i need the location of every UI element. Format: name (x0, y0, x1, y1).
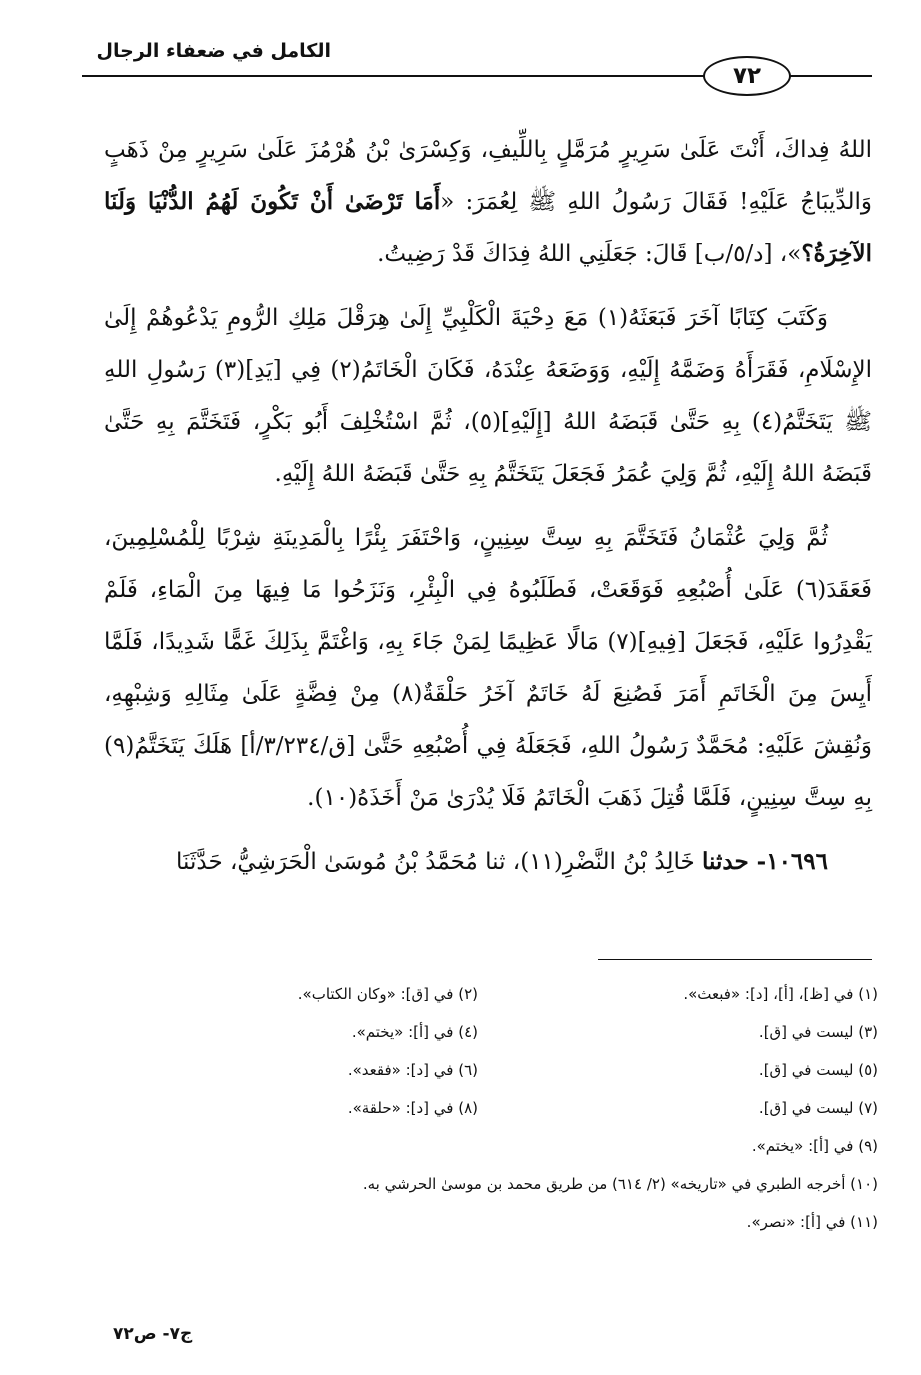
footnote-5: (٥) ليست في [ق]. (758, 1061, 878, 1079)
footnote-8: (٨) في [د]: «حلقة». (347, 1099, 478, 1117)
footnote-row (78, 1203, 878, 1241)
volume-page-reference: ج٧- ص٧٢ (113, 1324, 193, 1344)
paragraph-1-text-a: اللهُ فِداكَ، أَنْتَ عَلَىٰ سَرِيرٍ مُرَمَّلٍ بِاللِّيفِ، وَكِسْرَىٰ بْنُ هُرْمُزَ عَلَىٰ سَرِيرٍ مِنْ ذَهَبٍ وَالدِّيبَاجُ عَلَيْهِ! فَقَالَ رَسُولُ اللهِ ﷺ لِعُمَرَ: « (104, 137, 872, 215)
paragraph-3: ثُمَّ وَلِيَ عُثْمَانُ فَتَخَتَّمَ بِهِ سِتَّ سِنِينٍ، وَاحْتَفَرَ بِئْرًا بِالْمَدِينَةِ شِرْبًا لِلْمُسْلِمِينَ، فَعَقَدَ(٦) عَلَىٰ أُصْبُعِهِ فَوَقَعَتْ، فَطَلَبُوهُ فِي الْبِئْرِ، وَنَزَحُوا مَا فِيهَا مِنَ الْمَاءِ، فَلَمْ يَقْدِرُوا عَلَيْهِ، فَجَعَلَ [فِيهِ](٧) مَالًا عَظِيمًا لِمَنْ جَاءَ بِهِ، وَاغْتَمَّ بِذَلِكَ غَمًّا شَدِيدًا، فَلَمَّا أَيِسَ مِنَ الْخَاتَمِ أَمَرَ فَصُنِعَ لَهُ خَاتَمٌ آخَرُ حَلْقَةٌ(٨) مِنْ فِضَّةٍ عَلَىٰ مِثَالِهِ وَشِبْهِهِ، وَنُقِشَ عَلَيْهِ: مُحَمَّدٌ رَسُولُ اللهِ، فَجَعَلَهُ فِي أُصْبُعِهِ حَتَّىٰ [ق/٣/٢٣٤/أ] هَلَكَ يَتَخَتَّمُ(٩) بِهِ سِتَّ سِنِينٍ، فَلَمَّا قُتِلَ ذَهَبَ الْخَاتَمُ فَلَا يُدْرَىٰ مَنْ أَخَذَهُ(١٠). (104, 525, 872, 811)
running-title: الكامل في ضعفاء الرجال (96, 40, 331, 62)
footnote-7: (٧) ليست في [ق]. (758, 1099, 878, 1117)
footnotes (78, 975, 878, 1241)
footnote-row (78, 975, 878, 1013)
paragraph-4 (104, 836, 872, 888)
footnote-10: (١٠) أخرجه الطبري في «تاريخه» (٢/ ٦١٤) من طريق محمد بن موسىٰ الحرشي به. (362, 1175, 878, 1193)
footnote-row (78, 1165, 878, 1203)
footnote-row (78, 1051, 878, 1089)
page-number-oval: ٧٢ (703, 56, 791, 96)
footnote-6: (٦) في [د]: «فقعد». (347, 1061, 478, 1079)
footnote-11: (١١) في [أ]: «نصر». (746, 1213, 878, 1231)
paragraph-2: وَكَتَبَ كِتَابًا آخَرَ فَبَعَثَهُ(١) مَعَ دِحْيَةَ الْكَلْبِيِّ إِلَىٰ هِرَقْلَ مَلِكِ الرُّومِ يَدْعُوهُمْ إِلَىٰ الإِسْلَامِ، فَقَرَأَهُ وَضَمَّهُ إِلَيْهِ، وَوَضَعَهُ عِنْدَهُ، فَكَانَ الْخَاتَمُ(٢) فِي [يَدِ](٣) رَسُولِ اللهِ ﷺ يَتَخَتَّمُ(٤) بِهِ حَتَّىٰ قَبَضَهُ اللهُ [إِلَيْهِ](٥)، ثُمَّ اسْتُخْلِفَ أَبُو بَكْرٍ، فَتَخَتَّمَ بِهِ حَتَّىٰ قَبَضَهُ اللهُ إِلَيْهِ، ثُمَّ وَلِيَ عُمَرُ فَجَعَلَ يَتَخَتَّمُ بِهِ حَتَّىٰ قَبَضَهُ اللهُ إِلَيْهِ. (104, 305, 873, 487)
hadith-quote-bold: أَمَا تَرْضَىٰ أَنْ تَكُونَ لَهُمُ الدُّنْيَا وَلَنَا الآخِرَةُ؟ (104, 188, 872, 267)
footnote-9: (٩) في [أ]: «يختم». (751, 1137, 878, 1155)
footnote-2: (٢) في [ق]: «وكان الكتاب». (297, 985, 478, 1003)
main-text (104, 124, 872, 900)
footnote-1: (١) في [ظ]، [أ]، [د]: «فبعث». (683, 985, 878, 1003)
isnad-text: خَالِدُ بْنُ النَّضْرِ(١١)، ثنا مُحَمَّدُ بْنُ مُوسَىٰ الْحَرَشِيُّ، حَدَّثَنَا (176, 849, 695, 875)
paragraph-1-text-c: »، [د/٥/ب] قَالَ: جَعَلَنِي اللهُ فِدَاكَ قَدْ رَضِيتُ. (377, 241, 802, 267)
footnote-row (78, 1127, 878, 1165)
footnote-3: (٣) ليست في [ق]. (758, 1023, 878, 1041)
footnote-row (78, 1089, 878, 1127)
paragraph-1 (104, 124, 872, 280)
hadith-number: ١٠٦٩٦- حدثنا (702, 848, 828, 875)
footnote-4: (٤) في [أ]: «يختم». (351, 1023, 478, 1041)
footnote-row (78, 1013, 878, 1051)
footnote-separator (598, 959, 872, 960)
